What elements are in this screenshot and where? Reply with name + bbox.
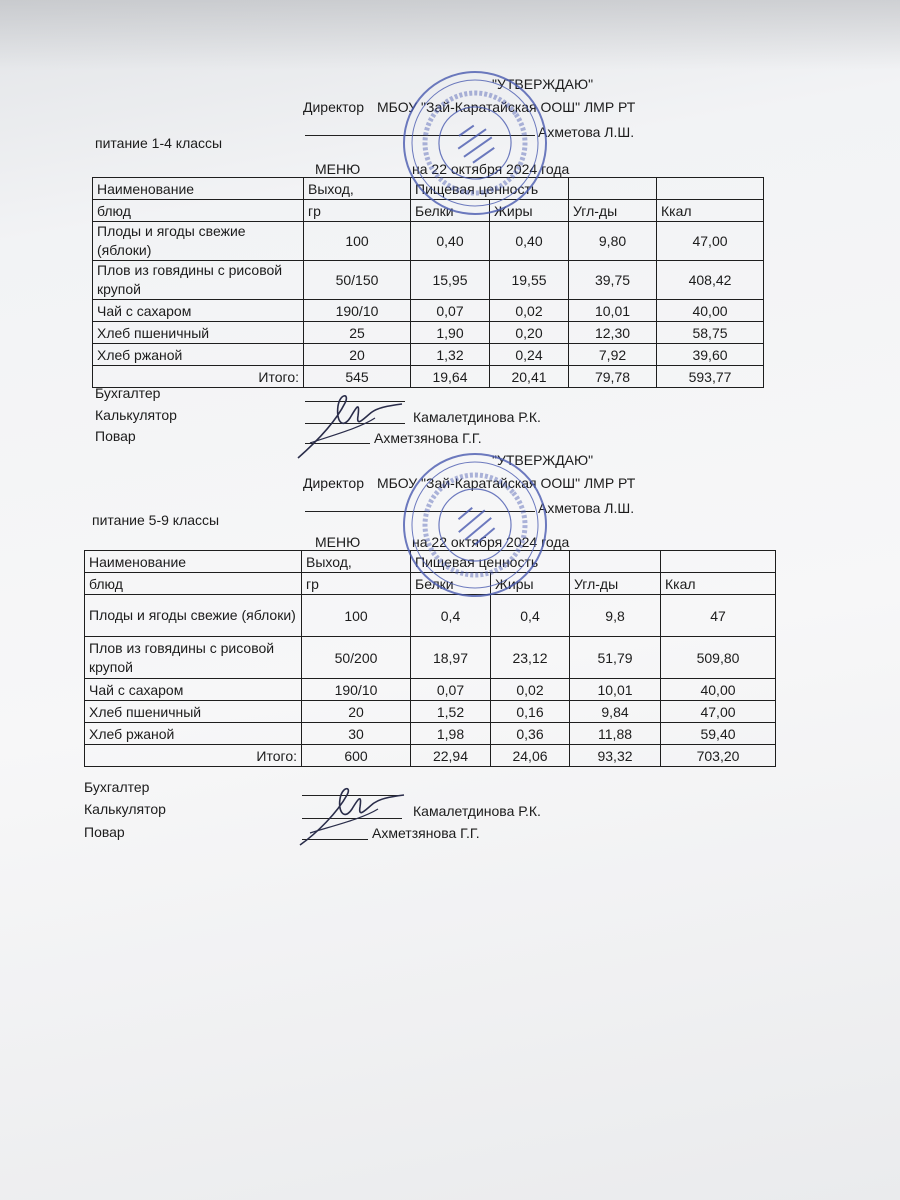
section-caption: питание 1-4 классы <box>95 135 223 151</box>
table-row <box>93 222 764 261</box>
header-name: Наименование <box>93 178 304 200</box>
dish-yield: 30 <box>302 723 411 745</box>
header-nutrition: Пищевая ценность <box>411 551 570 573</box>
header-empty-cell <box>570 551 661 573</box>
dish-carbs: 10,01 <box>569 300 657 322</box>
header-name-2: блюд <box>85 573 302 595</box>
approve-heading: "УТВЕРЖДАЮ" <box>492 452 594 468</box>
total-protein: 22,94 <box>411 745 491 767</box>
dish-kcal: 59,40 <box>661 723 776 745</box>
director-name: Ахметова Л.Ш. <box>538 500 635 516</box>
calculator-name: Камалетдинова Р.К. <box>413 803 541 819</box>
dish-carbs: 11,88 <box>570 723 661 745</box>
dish-protein: 0,4 <box>411 595 491 637</box>
menu-date: на 22 октября 2024 года <box>412 534 570 550</box>
dish-protein: 18,97 <box>411 637 491 679</box>
header-kcal: Ккал <box>661 573 776 595</box>
organization-name: МБОУ "Зай-Каратайская ООШ" ЛМР РТ <box>377 99 636 115</box>
cook-label: Повар <box>95 428 136 444</box>
dish-name: Чай с сахаром <box>93 300 304 322</box>
dish-yield: 100 <box>304 222 411 261</box>
cook-name: Ахметзянова Г.Г. <box>372 825 480 841</box>
calculator-name: Камалетдинова Р.К. <box>413 409 541 425</box>
table-row <box>85 701 776 723</box>
dish-yield: 190/10 <box>302 679 411 701</box>
dish-yield: 190/10 <box>304 300 411 322</box>
table-row <box>85 723 776 745</box>
total-fat: 20,41 <box>490 366 569 388</box>
dish-carbs: 10,01 <box>570 679 661 701</box>
dish-kcal: 47,00 <box>661 701 776 723</box>
header-fat: Жиры <box>490 200 569 222</box>
dish-name: Плоды и ягоды свежие (яблоки) <box>93 222 304 261</box>
dish-kcal: 40,00 <box>661 679 776 701</box>
director-label: Директор <box>303 475 364 491</box>
dish-carbs: 7,92 <box>569 344 657 366</box>
accountant-label: Бухгалтер <box>84 779 150 795</box>
dish-fat: 0,20 <box>490 322 569 344</box>
header-carbs: Угл-ды <box>570 573 661 595</box>
total-fat: 24,06 <box>491 745 570 767</box>
dish-protein: 0,07 <box>411 679 491 701</box>
header-empty-cell <box>569 178 657 200</box>
header-protein: Белки <box>411 200 490 222</box>
dish-fat: 0,02 <box>490 300 569 322</box>
dish-protein: 0,40 <box>411 222 490 261</box>
dish-kcal: 40,00 <box>657 300 764 322</box>
dish-kcal: 58,75 <box>657 322 764 344</box>
director-name: Ахметова Л.Ш. <box>538 124 635 140</box>
dish-fat: 0,24 <box>490 344 569 366</box>
total-kcal: 593,77 <box>657 366 764 388</box>
dish-fat: 0,36 <box>491 723 570 745</box>
dish-name: Чай с сахаром <box>85 679 302 701</box>
total-kcal: 703,20 <box>661 745 776 767</box>
dish-fat: 0,4 <box>491 595 570 637</box>
total-yield: 600 <box>302 745 411 767</box>
menu-label: МЕНЮ <box>315 534 361 550</box>
header-yield-unit: гр <box>304 200 411 222</box>
dish-name: Хлеб пшеничный <box>93 322 304 344</box>
handwritten-signature <box>290 388 410 463</box>
table-total-row <box>85 745 776 767</box>
official-seal <box>400 68 550 218</box>
header-name: Наименование <box>85 551 302 573</box>
header-protein: Белки <box>411 573 491 595</box>
handwritten-signature <box>292 781 412 851</box>
total-label: Итого: <box>93 366 304 388</box>
table-row <box>85 595 776 637</box>
dish-kcal: 509,80 <box>661 637 776 679</box>
cook-label: Повар <box>84 824 125 840</box>
header-nutrition: Пищевая ценность <box>411 178 569 200</box>
accountant-label: Бухгалтер <box>95 385 161 401</box>
total-label: Итого: <box>85 745 302 767</box>
calculator-label: Калькулятор <box>84 801 166 817</box>
dish-name: Хлеб ржаной <box>93 344 304 366</box>
table-row <box>85 637 776 679</box>
dish-name: Плов из говядины с рисовой крупой <box>85 637 302 679</box>
table-row <box>93 344 764 366</box>
header-carbs: Угл-ды <box>569 200 657 222</box>
dish-fat: 0,16 <box>491 701 570 723</box>
dish-fat: 0,40 <box>490 222 569 261</box>
table-row <box>85 679 776 701</box>
header-empty-cell <box>661 551 776 573</box>
table-row <box>93 300 764 322</box>
dish-protein: 1,52 <box>411 701 491 723</box>
official-seal <box>400 450 550 600</box>
director-label: Директор <box>303 99 364 115</box>
cook-name: Ахметзянова Г.Г. <box>374 430 482 446</box>
dish-carbs: 9,8 <box>570 595 661 637</box>
dish-protein: 0,07 <box>411 300 490 322</box>
approve-heading: "УТВЕРЖДАЮ" <box>492 76 594 92</box>
table-row <box>93 322 764 344</box>
header-yield: Выход, <box>304 178 411 200</box>
header-fat: Жиры <box>491 573 570 595</box>
dish-name: Хлеб пшеничный <box>85 701 302 723</box>
dish-protein: 1,32 <box>411 344 490 366</box>
dish-kcal: 408,42 <box>657 261 764 300</box>
header-yield-unit: гр <box>302 573 411 595</box>
total-carbs: 93,32 <box>570 745 661 767</box>
dish-carbs: 9,80 <box>569 222 657 261</box>
dish-protein: 15,95 <box>411 261 490 300</box>
dish-carbs: 39,75 <box>569 261 657 300</box>
dish-name: Хлеб ржаной <box>85 723 302 745</box>
header-empty-cell <box>657 178 764 200</box>
dish-carbs: 9,84 <box>570 701 661 723</box>
table-row <box>93 261 764 300</box>
page-shadow <box>0 0 900 70</box>
dish-kcal: 39,60 <box>657 344 764 366</box>
dish-protein: 1,90 <box>411 322 490 344</box>
header-kcal: Ккал <box>657 200 764 222</box>
dish-yield: 20 <box>302 701 411 723</box>
header-name-2: блюд <box>93 200 304 222</box>
menu-label: МЕНЮ <box>315 161 361 177</box>
calculator-label: Калькулятор <box>95 407 177 423</box>
dish-protein: 1,98 <box>411 723 491 745</box>
total-protein: 19,64 <box>411 366 490 388</box>
dish-name: Плоды и ягоды свежие (яблоки) <box>85 595 302 637</box>
total-yield: 545 <box>304 366 411 388</box>
header-yield: Выход, <box>302 551 411 573</box>
dish-name: Плов из говядины с рисовой крупой <box>93 261 304 300</box>
table-total-row <box>93 366 764 388</box>
organization-name: МБОУ "Зай-Каратайская ООШ" ЛМР РТ <box>377 475 636 491</box>
dish-yield: 100 <box>302 595 411 637</box>
dish-carbs: 12,30 <box>569 322 657 344</box>
section-caption: питание 5-9 классы <box>92 512 220 528</box>
dish-fat: 0,02 <box>491 679 570 701</box>
dish-carbs: 51,79 <box>570 637 661 679</box>
dish-yield: 25 <box>304 322 411 344</box>
total-carbs: 79,78 <box>569 366 657 388</box>
dish-fat: 19,55 <box>490 261 569 300</box>
dish-kcal: 47 <box>661 595 776 637</box>
dish-yield: 50/200 <box>302 637 411 679</box>
dish-kcal: 47,00 <box>657 222 764 261</box>
menu-date: на 22 октября 2024 года <box>412 161 570 177</box>
dish-yield: 20 <box>304 344 411 366</box>
dish-fat: 23,12 <box>491 637 570 679</box>
dish-yield: 50/150 <box>304 261 411 300</box>
